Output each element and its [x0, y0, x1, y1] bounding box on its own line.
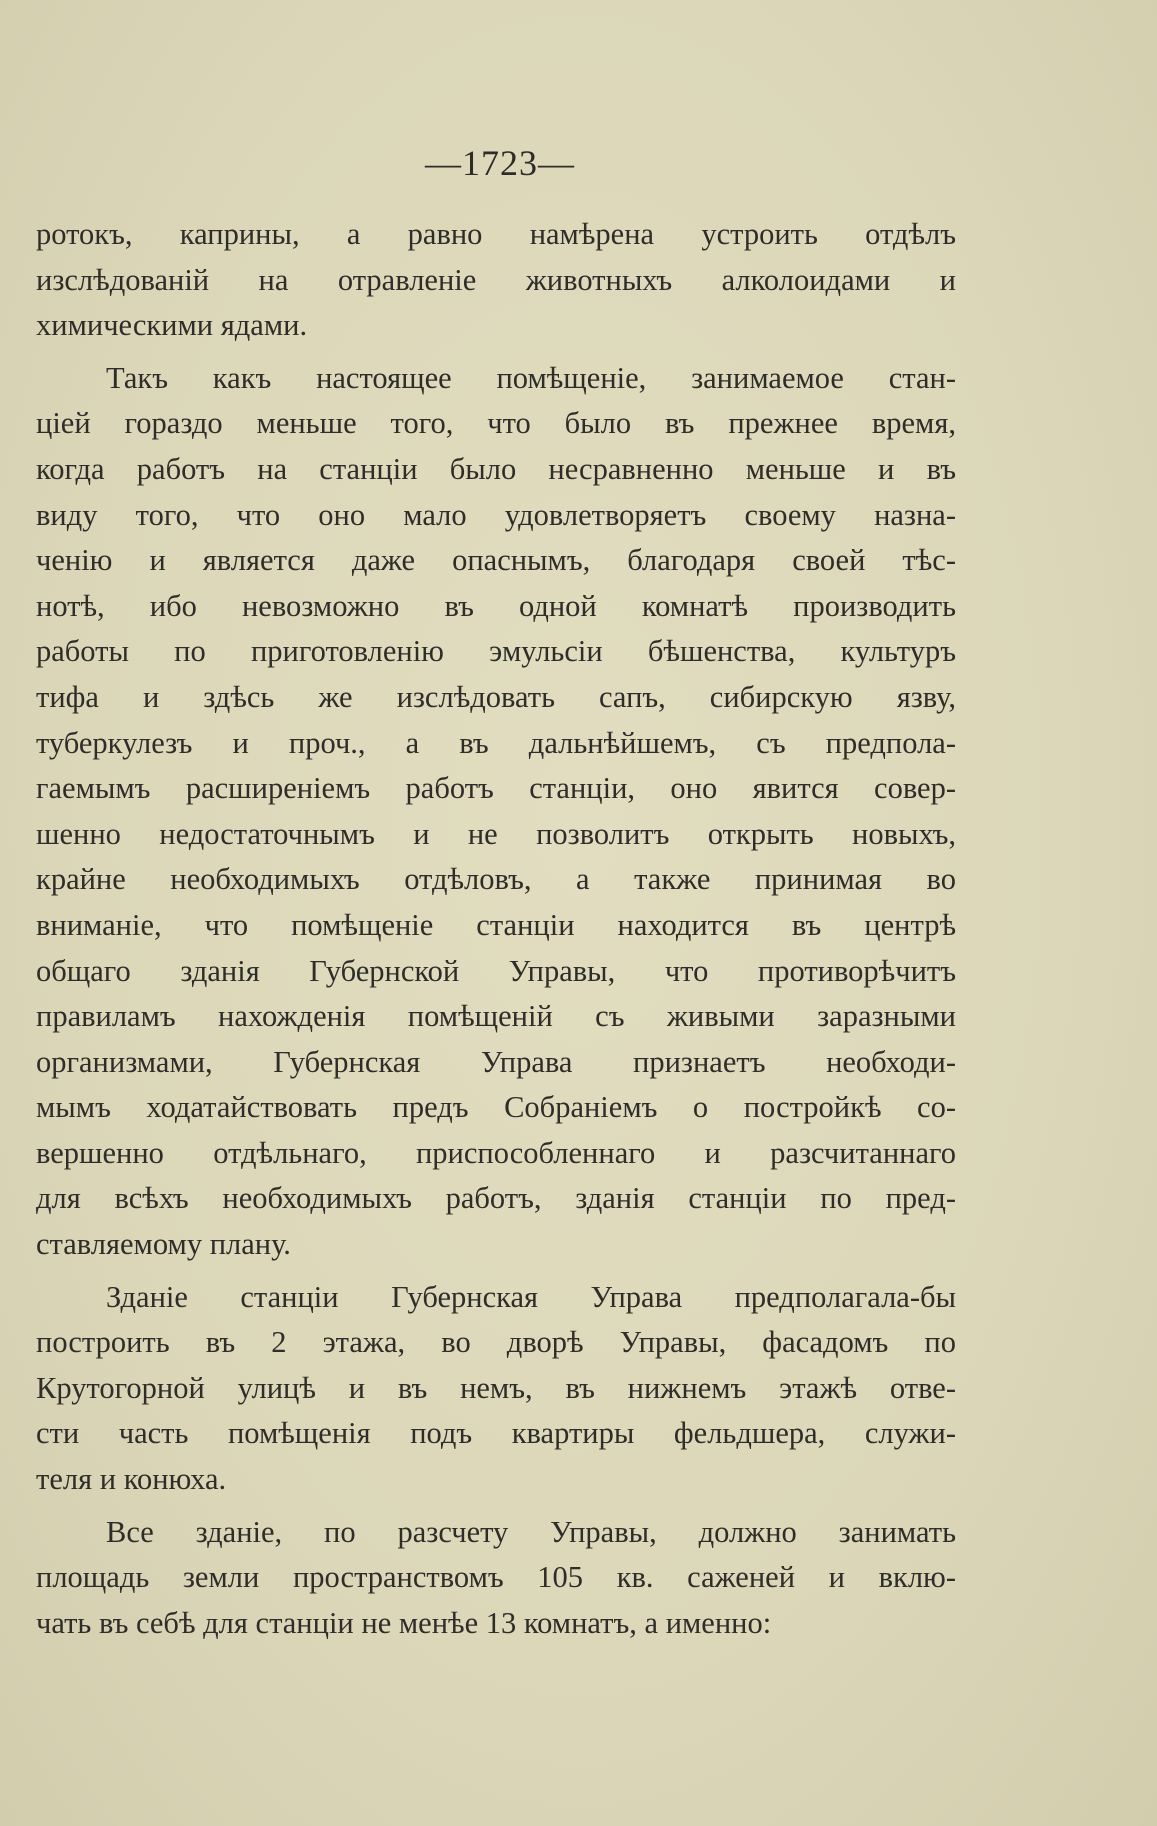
text-line: правиламъ нахожденія помѣщеній съ живыми заразными	[36, 999, 956, 1034]
paragraph	[36, 1510, 956, 1647]
text-line: работы по приготовленію эмульсіи бѣшенства, культуръ	[36, 634, 956, 669]
text-line: туберкулезъ и проч., а въ дальнѣйшемъ, съ предпола-	[36, 725, 956, 760]
text-line: мымъ ходатайствовать предъ Собраніемъ о постройкѣ со-	[36, 1090, 956, 1125]
text-line: теля и конюха.	[36, 1462, 227, 1497]
text-line: Такъ какъ настоящее помѣщеніе, занимаемое стан-	[106, 360, 956, 395]
paragraph	[36, 1275, 956, 1503]
text-line: виду того, что оно мало удовлетворяетъ своему назна-	[36, 497, 956, 532]
text-line: нотѣ, ибо невозможно въ одной комнатѣ производить	[36, 588, 956, 623]
text-line: организмами, Губернская Управа признаетъ необходи-	[36, 1044, 956, 1079]
text-line: общаго зданія Губернской Управы, что противорѣчитъ	[36, 953, 956, 988]
text-line: тифа и здѣсь же изслѣдовать сапъ, сибирскую язву,	[36, 679, 956, 714]
text-line: гаемымъ расширеніемъ работъ станціи, оно явится совер-	[36, 771, 956, 806]
paragraph	[36, 356, 956, 1268]
text-line: Все зданіе, по разсчету Управы, должно занимать	[106, 1514, 956, 1549]
text-line: ціей гораздо меньше того, что было въ прежнее время,	[36, 406, 956, 441]
text-line: ставляемому плану.	[36, 1227, 291, 1262]
text-line: вниманіе, что помѣщеніе станціи находится въ центрѣ	[36, 907, 956, 942]
text-line: построить въ 2 этажа, во дворѣ Управы, фасадомъ по	[36, 1325, 956, 1360]
body-text	[36, 212, 956, 1646]
text-line: Зданіе станціи Губернская Управа предполагала-бы	[106, 1279, 956, 1314]
text-line: сти часть помѣщенія подъ квартиры фельдшера, служи-	[36, 1416, 956, 1451]
text-line: ченію и является даже опаснымъ, благодаря своей тѣс-	[36, 543, 956, 578]
text-line: вершенно отдѣльнаго, приспособленнаго и разсчитаннаго	[36, 1135, 956, 1170]
text-line: шенно недостаточнымъ и не позволитъ открыть новыхъ,	[36, 816, 956, 851]
text-line: химическими ядами.	[36, 308, 308, 343]
text-line: чать въ себѣ для станціи не менѣе 13 комнатъ, а именно:	[36, 1605, 772, 1640]
text-line: Крутогорной улицѣ и въ немъ, въ нижнемъ этажѣ отве-	[36, 1370, 956, 1405]
text-line: крайне необходимыхъ отдѣловъ, а также принимая во	[36, 862, 956, 897]
text-line: ротокъ, каприны, а равно намѣрена устроить отдѣлъ	[36, 217, 956, 251]
text-line: изслѣдованій на отравленіе животныхъ алколоидами и	[36, 262, 956, 297]
text-line: когда работъ на станціи было несравненно меньше и въ	[36, 451, 956, 486]
paragraph	[36, 212, 956, 349]
text-line: для всѣхъ необходимыхъ работъ, зданія станціи по пред-	[36, 1181, 956, 1216]
page-number: —1723—	[425, 143, 575, 183]
text-line: площадь земли пространствомъ 105 кв. саженей и вклю-	[36, 1560, 956, 1595]
